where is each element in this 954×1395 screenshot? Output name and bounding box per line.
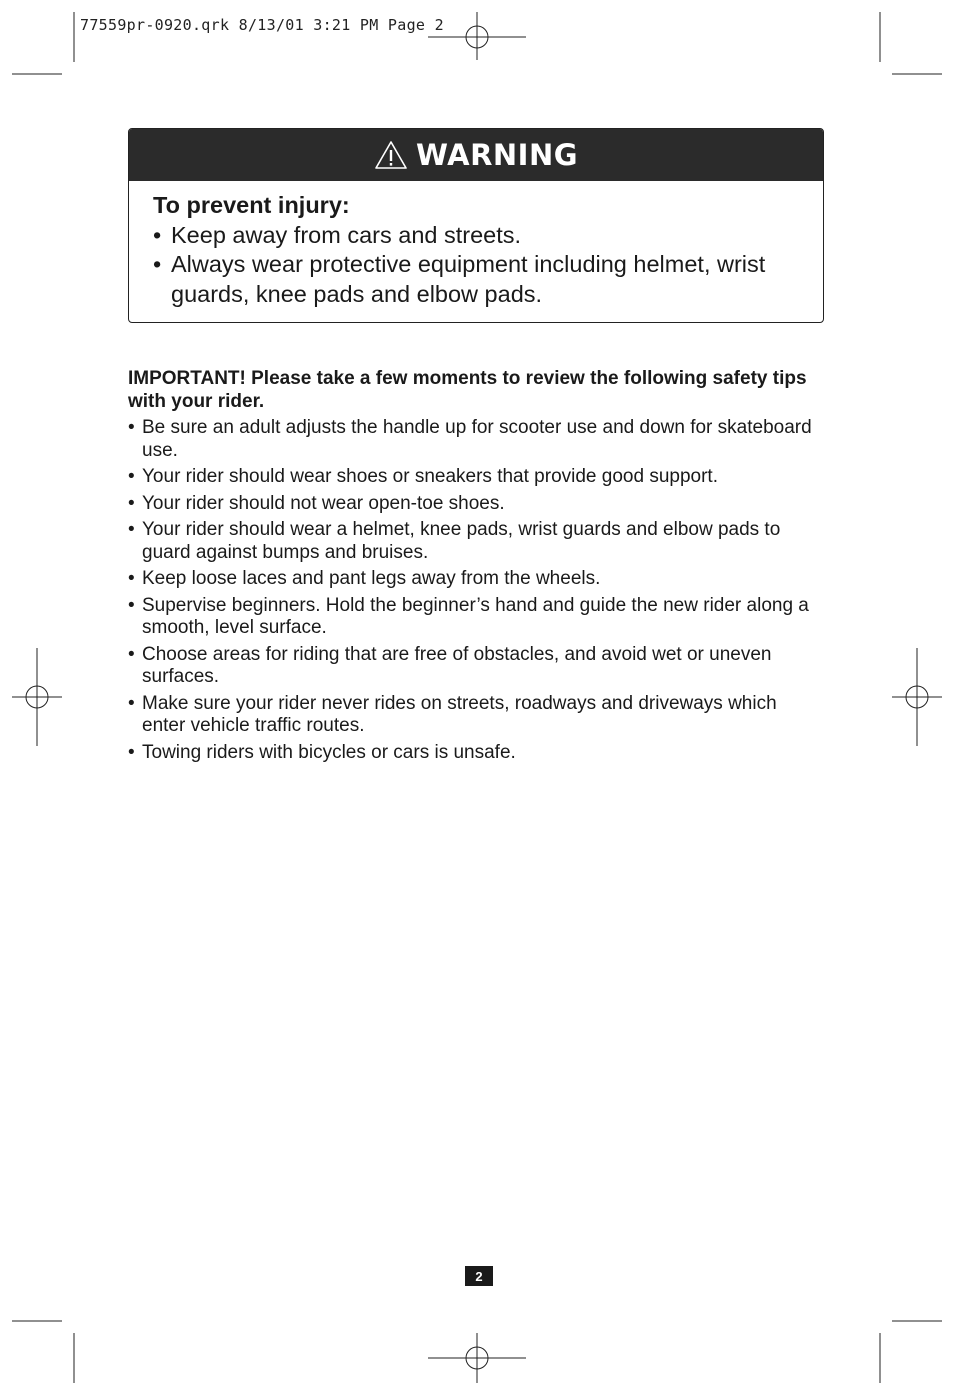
tip-item: • Supervise beginners. Hold the beginner’s hand and guide the new rider along a smooth, level surface. — [128, 595, 818, 640]
warning-list — [153, 221, 799, 310]
warning-body — [129, 181, 823, 309]
print-slug-line: 77559pr-0920.qrk 8/13/01 3:21 PM Page 2 — [80, 16, 444, 34]
warning-header — [129, 129, 823, 181]
warning-item: • Keep away from cars and streets. — [153, 221, 799, 251]
tip-item: • Keep loose laces and pant legs away from the wheels. — [128, 568, 818, 591]
tip-item: • Your rider should not wear open-toe shoes. — [128, 493, 818, 516]
warning-triangle-icon — [374, 140, 408, 170]
warning-title: WARNING — [415, 138, 579, 172]
tip-item: • Towing riders with bicycles or cars is unsafe. — [128, 742, 818, 765]
safety-tips-section — [128, 368, 818, 768]
tip-item: • Be sure an adult adjusts the handle up for scooter use and down for skateboard use. — [128, 417, 818, 462]
tip-item: • Make sure your rider never rides on streets, roadways and driveways which enter vehicle traffic routes. — [128, 693, 818, 738]
page-number: 2 — [465, 1266, 493, 1286]
warning-box — [128, 128, 824, 323]
warning-item: • Always wear protective equipment including helmet, wrist guards, knee pads and elbow pads. — [153, 250, 799, 309]
warning-heading: To prevent injury: — [153, 192, 350, 218]
important-notice: IMPORTANT! Please take a few moments to review the following safety tips with your rider. — [128, 368, 807, 412]
safety-tips-list — [128, 417, 818, 764]
tip-item: • Choose areas for riding that are free of obstacles, and avoid wet or uneven surfaces. — [128, 644, 818, 689]
tip-item: • Your rider should wear shoes or sneakers that provide good support. — [128, 466, 818, 489]
tip-item: • Your rider should wear a helmet, knee pads, wrist guards and elbow pads to guard against bumps and bruises. — [128, 519, 818, 564]
